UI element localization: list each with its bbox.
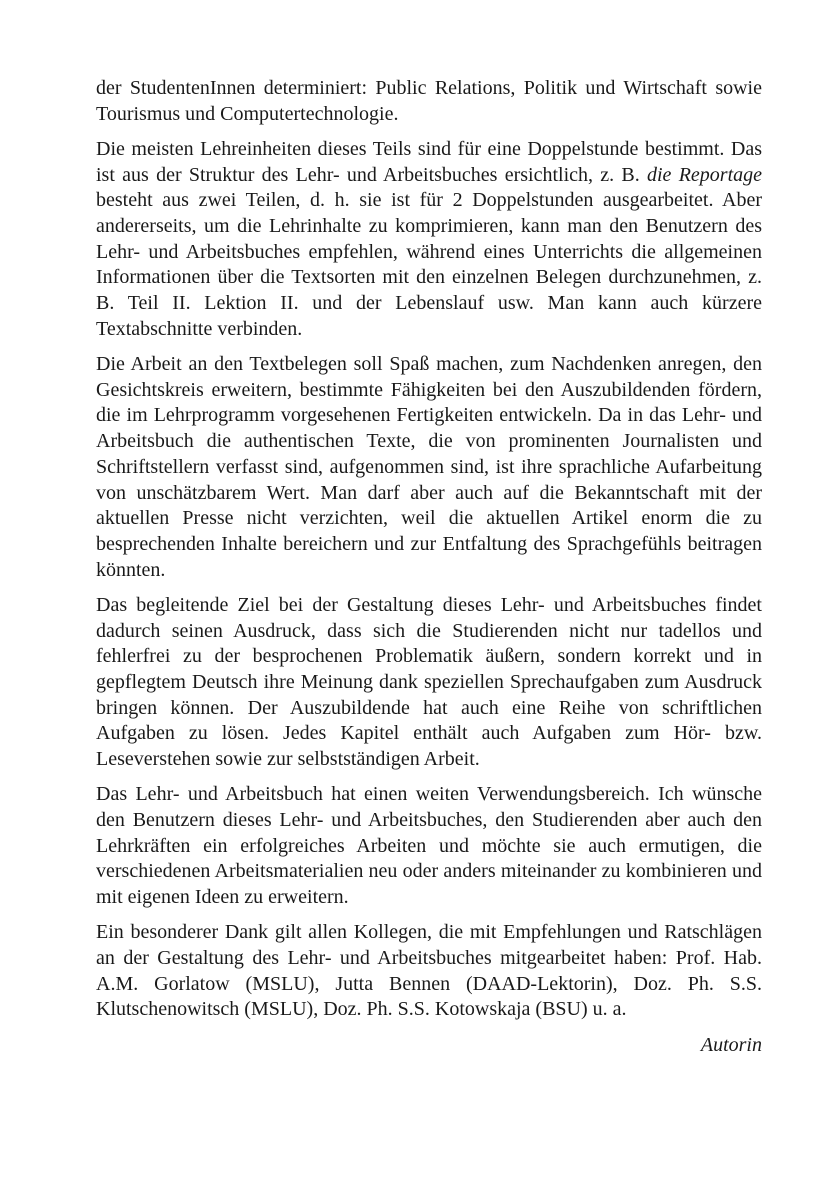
author-signature: Autorin [700,1033,762,1056]
paragraph-goal: Das begleitende Ziel bei der Gestaltung dieses Lehr- und Arbeitsbuches findet dadurch seinen Ausdruck, dass sich die Studierenden nicht nur tadellos und fehlerfrei zu der besprochenen Problematik äußern, sondern korrekt und in gepflegtem Deutsch ihre Meinung dank speziellen Sprechaufgaben zum Ausdruck bringen können. Der Auszubildende hat auch eine Reihe von schriftlichen Aufgaben zu lösen. Jedes Kapitel enthält auch Aufgaben zum Hör- bzw. Leseverstehen sowie zur selbstständigen Arbeit. [96,593,762,771]
paragraph-usage: Das Lehr- und Arbeitsbuch hat einen weiten Verwendungsbereich. Ich wünsche den Benutzern dieses Lehr- und Arbeitsbuches, den Studierenden aber auch den Lehrkräften ein erfolgreiches Arbeiten und möchte sie auch ermutigen, die verschiedenen Arbeitsmaterialien neu oder anders miteinander zu kombinieren und mit eigenen Ideen zu erweitern. [96,783,762,909]
document-page [96,76,762,1058]
paragraph-lesson-units-end: besteht aus zwei Teilen, d. h. sie ist für 2 Doppelstunden ausgearbeitet. Aber andererseits, um die Lehrinhalte zu komprimieren, kann man den Benutzern des Lehr- und Arbeitsbuches empfehlen, während eines Unterrichts die allgemeinen Informationen über die Textsorten mit den einzelnen Belegen durchzunehmen, z. B. Teil II. Lektion II. und der Lebenslauf usw. Man kann auch kürzere Textabschnitte verbinden. [96,189,762,340]
paragraph-study-fields: der StudentenInnen determiniert: Public Relations, Politik und Wirtschaft sowie Tourismus und Computertechnologie. [96,77,762,125]
paragraph-lesson-units [96,137,762,343]
reportage-term: die Reportage [647,163,763,186]
paragraph-text-work: Die Arbeit an den Textbelegen soll Spaß machen, zum Nachdenken anregen, den Gesichtskreis erweitern, bestimmte Fähigkeiten bei den Auszubildenden fördern, die im Lehrprogramm vorgesehenen Fertigkeiten entwickeln. Da in das Lehr- und Arbeitsbuch die authentischen Texte, die von prominenten Journalisten und Schriftstellern verfasst sind, aufgenommen sind, ist ihre sprachliche Aufarbeitung von unschätzbarem Wert. Man darf aber auch auf die Bekanntschaft mit der aktuellen Presse nicht verzichten, weil die aktuellen Artikel enorm die zu besprechenden Inhalte bereichern und zur Entfaltung des Sprachgefühls beitragen könnten. [96,353,762,581]
paragraph-lesson-units-start: Die meisten Lehreinheiten dieses Teils sind für eine Doppelstunde bestimmt. Das ist aus der Struktur des Lehr- und Arbeitsbuches ersichtlich, z. B. [96,137,762,186]
paragraph-acknowledgements: Ein besonderer Dank gilt allen Kollegen, die mit Empfehlungen und Ratschlägen an der Gestaltung des Lehr- und Arbeitsbuches mitgearbeitet haben: Prof. Hab. A.M. Gorlatow (MSLU), Jutta Bennen (DAAD-Lektorin), Doz. Ph. S.S. Klutschenowitsch (MSLU), Doz. Ph. S.S. Kotowskaja (BSU) u. a. [96,921,762,1021]
